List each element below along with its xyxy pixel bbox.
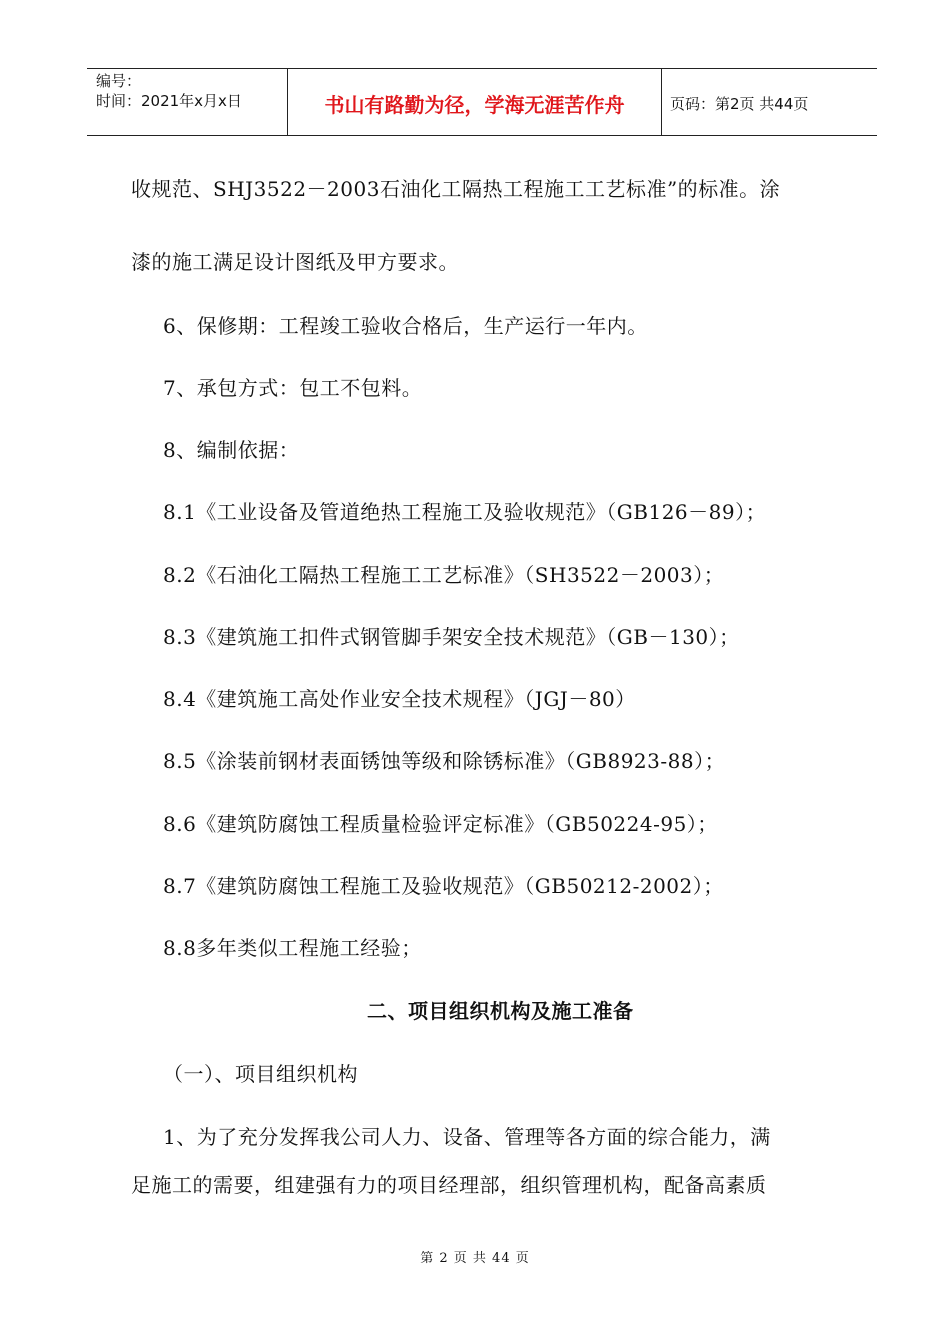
reference-item: 8.5《涂装前钢材表面锈蚀等级和除锈标准》（GB8923-88）； (163, 749, 726, 773)
reference-item: 8.3《建筑施工扣件式钢管脚手架安全技术规范》（GB－130）； (163, 625, 740, 649)
body-line: 6、保修期：工程竣工验收合格后，生产运行一年内。 (163, 314, 648, 338)
time-label: 时间：2021年x月x日 (96, 92, 242, 110)
header-meta-cell (87, 69, 288, 135)
header-page-info: 页码：第2页 共44页 (670, 94, 809, 113)
body-line: 7、承包方式：包工不包料。 (163, 376, 423, 400)
reference-item: 8.6《建筑防腐蚀工程质量检验评定标准》（GB50224-95）； (163, 812, 718, 836)
reference-item: 8.1《工业设备及管道绝热工程施工及验收规范》（GB126－89）； (163, 500, 767, 524)
page-footer: 第 2 页 共 44 页 (420, 1251, 530, 1266)
body-line: 8、编制依据： (163, 438, 300, 462)
reference-item: 8.8多年类似工程施工经验； (163, 936, 422, 960)
serial-label: 编号： (96, 72, 142, 90)
paragraph-line: 1、为了充分发挥我公司人力、设备、管理等各方面的综合能力，满 (163, 1125, 771, 1149)
section-heading: 二、项目组织机构及施工准备 (367, 999, 634, 1023)
subsection-heading: （一）、项目组织机构 (163, 1062, 358, 1086)
reference-item: 8.4《建筑施工高处作业安全技术规程》（JGJ－80） (163, 687, 636, 711)
page-header (87, 68, 877, 136)
body-line: 收规范、SHJ3522－2003石油化工隔热工程施工工艺标准”的标准。涂 (131, 177, 781, 201)
reference-item: 8.7《建筑防腐蚀工程施工及验收规范》（GB50212-2002）； (163, 874, 724, 898)
header-motto: 书山有路勤为径，学海无涯苦作舟 (288, 69, 662, 135)
paragraph-line: 足施工的需要，组建强有力的项目经理部，组织管理机构，配备高素质 (131, 1173, 767, 1197)
body-line: 漆的施工满足设计图纸及甲方要求。 (131, 250, 459, 274)
reference-item: 8.2《石油化工隔热工程施工工艺标准》（SH3522－2003）； (163, 563, 725, 587)
